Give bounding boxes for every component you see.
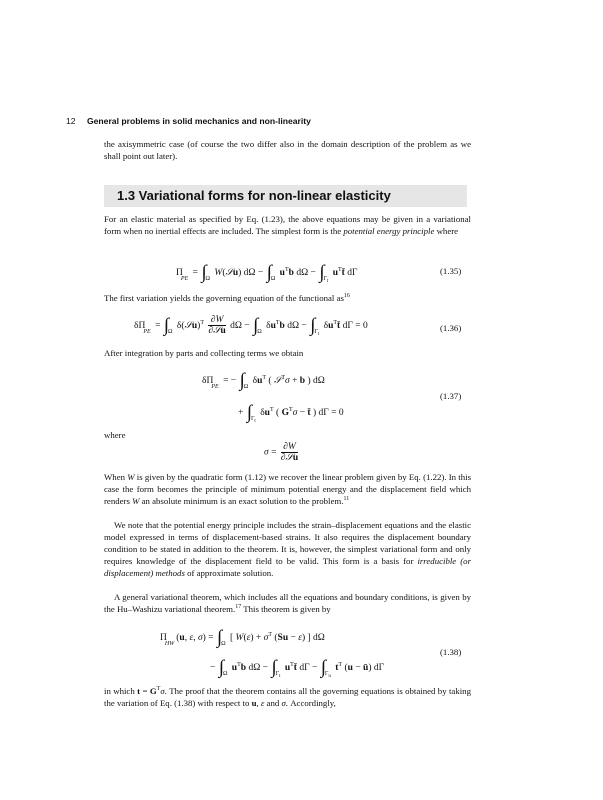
para3-text: After integration by parts and collecting terms we obtain <box>104 348 304 358</box>
sigma-definition: σ = $\frac{\partial W}{\text{∂𝒮u}}$ <box>264 442 299 463</box>
eq-number-1-37: (1.37) <box>440 391 462 401</box>
paragraph-3 <box>104 348 471 360</box>
paragraph-6: A general variational theorem, which includes all the equations and boundary conditions, is given by the Hu–Washizu variational theorem.$^{17}$ This theorem is given by <box>104 592 471 614</box>
equation-1-37-line1: $\delta\Pi_{PE}$ = − $\int_\Omega$ $\delta u^T$ ( 𝒮$^T$σ + b ) dΩ <box>202 370 325 391</box>
paragraph-4: When W is given by the quadratic form (1.12) we recover the linear problem given by Eq. (1.22). In this case the form becomes the principle of minimum potential energy and the displacement field which renders W an absolute minimum is an exact solution to the problem.$^{11}$ <box>104 472 471 506</box>
eq-number-1-36: (1.36) <box>440 323 462 333</box>
equation-1-37-line2: + $\int_{\Gamma_t}$ $\delta u^T$ ( $G^T\sigma$ − t̄ ) dΓ = 0 <box>238 402 344 425</box>
eq-number-1-35: (1.35) <box>440 266 462 276</box>
paragraph-2 <box>104 293 471 305</box>
intro-paragraph <box>104 139 471 163</box>
intro-text: the axisymmetric case (of course the two differ also in the domain description of the problem as we shall point out later). <box>104 139 471 161</box>
paragraph-5: We note that the potential energy principle includes the strain–displacement equations and the elastic model expressed in terms of displacement-based strains. It also requires the displacement boundary condition to be stated in addition to the theorem. It is, however, the simplest variational form and only requires knowledge of the displacement field to be valid. This form is a basis for irreducible (or displacement) methods of approximate solution. <box>104 520 471 578</box>
equation-1-36: $\delta\Pi_{PE} = \int_\Omega$ δ(𝒮u)$^T$ $\frac{\partial W}{\text{∂𝒮u}}$ $d\Omega - \int_\Omega$ $\delta u^Tb$ $d\Omega - \int_{\Gamma_t}$ $\delta u^Tt̄$ dΓ = 0 <box>134 315 368 338</box>
section-heading-box <box>104 185 467 207</box>
page-number: 12 <box>66 116 76 126</box>
section-heading: 1.3 Variational forms for non-linear elasticity <box>117 188 391 203</box>
para2-ref: 16 <box>343 293 350 300</box>
para4-ref: 11 <box>343 495 350 502</box>
paragraph-1 <box>104 214 471 238</box>
equation-1-38-line1: $\Pi_{HW}(u$, ε, $\sigma) = \int_\Omega$ [ $W(\varepsilon) + \sigma^T$ (Su − ε) ] dΩ <box>160 627 325 648</box>
where-label: where <box>104 430 126 440</box>
eq-number-1-38: (1.38) <box>440 647 462 657</box>
para5-emphasis: irreducible (or displacement) methods <box>104 555 471 578</box>
para2-text: The first variation yields the governing equation of the functional as <box>104 293 344 303</box>
running-title: General problems in solid mechanics and non-linearity <box>86 116 311 126</box>
running-header <box>66 116 311 126</box>
para1-emphasis: potential energy principle <box>343 225 435 236</box>
equation-1-35: $\Pi_{PE} = \int_\Omega$ W(𝒮u) $d\Omega - \int_\Omega$ $u^Tb$ $d\Omega - \int_{\Gamma_t}$ $u^Tt̄$ dΓ <box>176 262 358 285</box>
para1-text: For an elastic material as specified by Eq. (1.23), the above equations may be given in a variational form when no inertial effects are included. The simplest form is the <box>104 214 471 236</box>
para1-tail: where <box>434 225 459 236</box>
para6-ref: 17 <box>235 603 242 610</box>
equation-1-38-line2: − $\int_\Omega$ $u^Tb$ $d\Omega - \int_{\Gamma_t}$ $u^Tt̄$ $d\Gamma - \int_{\Gamma_u}$ $t^T$ (u − ū) dΓ <box>210 657 385 680</box>
paragraph-7: in which $t = G^T\sigma$. The proof that the theorem contains all the governing equations is obtained by taking the variation of Eq. (1.38) with respect to u, ε and σ. Accordingly, <box>104 686 471 708</box>
